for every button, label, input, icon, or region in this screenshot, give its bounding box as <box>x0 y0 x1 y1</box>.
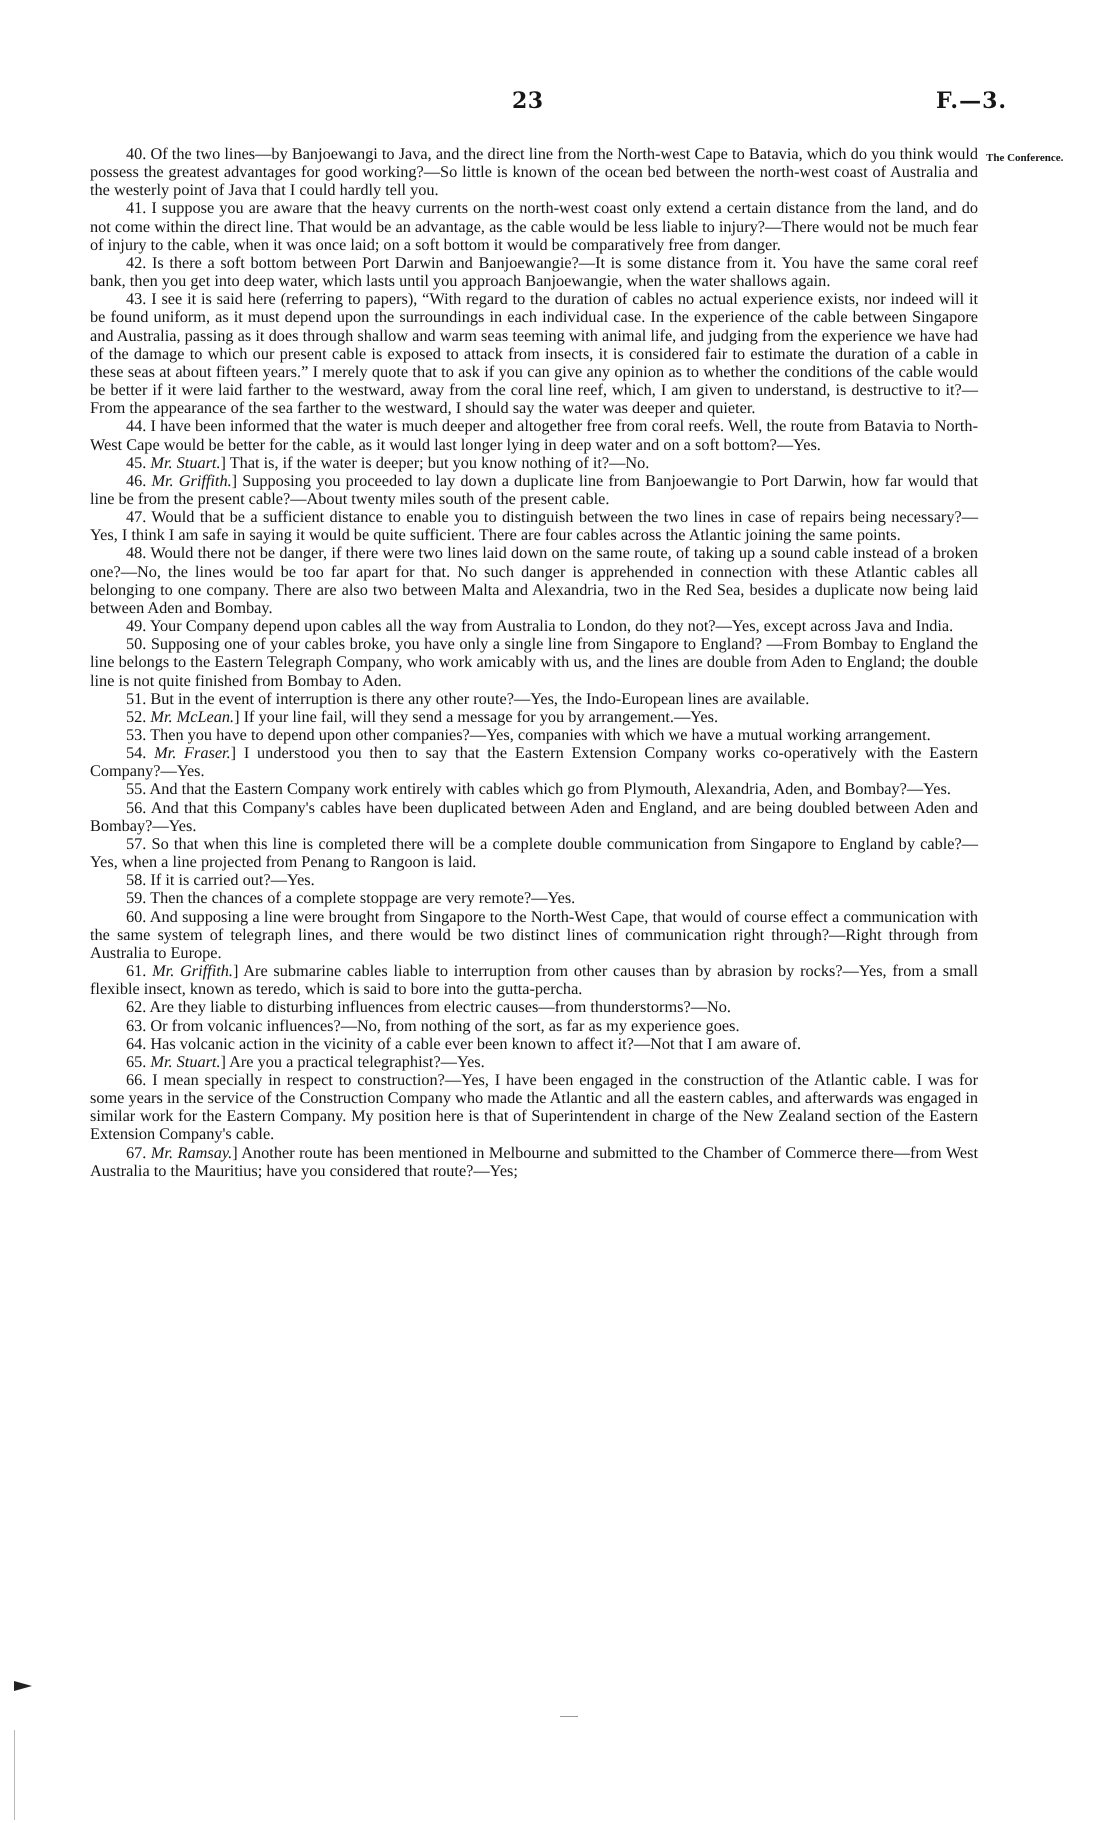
paragraph: 56. And that this Company's cables have been duplicated between Aden and England, and are being doubled between Aden and Bombay?—Yes. <box>90 797 978 835</box>
page-number: 23 <box>512 88 544 114</box>
speaker-name: Mr. Griffith. <box>152 961 233 981</box>
speaker-name: Mr. Stuart. <box>150 452 221 472</box>
paragraph: 43. I see it is said here (referring to papers), “With regard to the duration of cables no actual experience exists, nor indeed will it be found uniform, as it must depend upon the surroundings in each individual case. In the experience of the cable between Singapore and Australia, passing as it does through shallow and warm seas teeming with animal life, and judging from the experience we have had of the damage to which our present cable is exposed to attack from insects, it is considered fair to estimate the duration of a cable in these seas at about fifteen years.” I merely quote that to ask if you can give any opinion as to whether the conditions of the cable would be better if it were laid farther to the westward, away from the coral line reef, which, I am given to understand, is destructive to it?—From the appearance of the sea farther to the westward, I should say the water was deeper and quieter. <box>90 289 978 418</box>
margin-arrow-icon <box>14 1681 32 1691</box>
scan-edge-line <box>14 1730 15 1820</box>
paragraph: 49. Your Company depend upon cables all the way from Australia to London, do they not?—Yes, except across Java and India. <box>126 616 954 636</box>
speaker-name: Mr. Ramsay. <box>150 1142 233 1162</box>
paragraph: 47. Would that be a sufficient distance to enable you to distinguish between the two lines in case of repairs being necessary?—Yes, I think I am safe in saying it would be quite sufficient. There are four cables across the Atlantic joining the same points. <box>90 507 978 545</box>
paragraph: 64. Has volcanic action in the vicinity of a cable ever been known to affect it?—Not that I am aware of. <box>126 1033 802 1053</box>
speaker-name: Mr. Griffith. <box>151 470 232 490</box>
paragraph: 59. Then the chances of a complete stoppage are very remote?—Yes. <box>126 888 576 908</box>
paragraph: 62. Are they liable to disturbing influences from electric causes—from thunderstorms?—No. <box>126 997 731 1017</box>
paragraph: 66. I mean specially in respect to construction?—Yes, I have been engaged in the construction of the Atlantic cable. I was for some years in the service of the Construction Company who made the Atlantic and all the eastern cables, and afterwards was engaged in similar work for the Eastern Company. My position here is that of Superintendent in charge of the New Zealand section of the Eastern Extension Company's cable. <box>90 1069 978 1144</box>
paragraph: 52. Mr. McLean.] If your line fail, will they send a message for you by arrangement.—Yes. <box>126 706 719 726</box>
paragraph: 60. And supposing a line were brought from Singapore to the North-West Cape, that would of course effect a communication with the same system of telegraph lines, and there would be two distinct lines of communication right through?—Right through from Australia to Europe. <box>90 906 978 962</box>
page-header <box>0 88 1114 128</box>
document-body <box>90 145 978 1180</box>
document-reference: F.—3. <box>936 88 1008 114</box>
speaker-name: Mr. Stuart. <box>150 1051 221 1071</box>
speaker-name: Mr. Fraser. <box>154 743 231 763</box>
paragraph: 40. Of the two lines—by Banjoewangi to Java, and the direct line from the North-west Cape to Batavia, which do you think would possess the greatest advantages for good working?—So little is known of the ocean bed between the north-west coast of Australia and the westerly point of Java that I could hardly tell you. <box>90 144 978 200</box>
margin-note: The Conference. <box>986 152 1064 164</box>
paragraph: 57. So that when this line is completed there will be a complete double communication from Singapore to England by cable?—Yes, when a line projected from Penang to Rangoon is laid. <box>90 833 978 872</box>
paragraph: 67. Mr. Ramsay.] Another route has been mentioned in Melbourne and submitted to the Chamber of Commerce there—from West Australia to the Mauritius; have you considered that route?—Yes; <box>90 1142 979 1180</box>
paragraph: 44. I have been informed that the water is much deeper and altogether free from coral reefs. Well, the route from Batavia to North-West Cape would be better for the cable, as it would last longer lying in deep water and on a soft bottom?—Yes. <box>90 416 978 454</box>
paragraph: 61. Mr. Griffith.] Are submarine cables liable to interruption from other causes than by abrasion by rocks?—Yes, from a small flexible insect, known as teredo, which is said to bore into the gutta-percha. <box>90 961 979 999</box>
paragraph: 42. Is there a soft bottom between Port Darwin and Banjoewangie?—It is some distance from it. You have the same coral reef bank, then you get into deep water, which lasts until you approach Banjoewangie, when the water shallows again. <box>90 252 978 291</box>
paragraph: 53. Then you have to depend upon other companies?—Yes, companies with which we have a mutual working arrangement. <box>126 725 931 744</box>
page-footer-dash <box>560 1716 578 1717</box>
paragraph: 55. And that the Eastern Company work entirely with cables which go from Plymouth, Alexandria, Aden, and Bombay?—Yes. <box>126 779 951 799</box>
paragraph: 46. Mr. Griffith.] Supposing you proceeded to lay down a duplicate line from Banjoewangie to Port Darwin, how far would that line be from the present cable?—About twenty miles south of the present cable. <box>90 470 979 508</box>
paragraph: 50. Supposing one of your cables broke, you have only a single line from Singapore to England? —From Bombay to England the line belongs to the Eastern Telegraph Company, who work amicably with us, and the lines are double from Aden to England; the double line is not quite finished from Bombay to Aden. <box>90 634 978 690</box>
paragraph: 54. Mr. Fraser.] I understood you then to say that the Eastern Extension Company works co-operatively with the Eastern Company?—Yes. <box>90 743 979 781</box>
paragraph: 58. If it is carried out?—Yes. <box>126 870 315 890</box>
paragraph: 48. Would there not be danger, if there were two lines laid down on the same route, of taking up a sound cable instead of a broken one?—No, the lines would be too far apart for that. No such danger is apprehended in connection with these Atlantic cables all belonging to one company. There are also two between Malta and Alexandria, two in the Red Sea, besides a duplicate now being laid between Aden and Bombay. <box>90 543 978 617</box>
paragraph: 63. Or from volcanic influences?—No, from nothing of the sort, as far as my experience goes. <box>126 1015 740 1035</box>
paragraph: 41. I suppose you are aware that the heavy currents on the north-west coast only extend a certain distance from the land, and do not come within the direct line. That would be an advantage, as the cable would be less liable to injury?—There would not be much fear of injury to the cable, when it was once laid; on a soft bottom it would be comparatively free from danger. <box>90 198 978 254</box>
speaker-name: Mr. McLean. <box>150 706 235 726</box>
paragraph: 65. Mr. Stuart.] Are you a practical telegraphist?—Yes. <box>126 1051 485 1071</box>
paragraph: 45. Mr. Stuart.] That is, if the water is deeper; but you know nothing of it?—No. <box>126 452 650 472</box>
paragraph: 51. But in the event of interruption is there any other route?—Yes, the Indo-European lines are available. <box>126 688 810 708</box>
